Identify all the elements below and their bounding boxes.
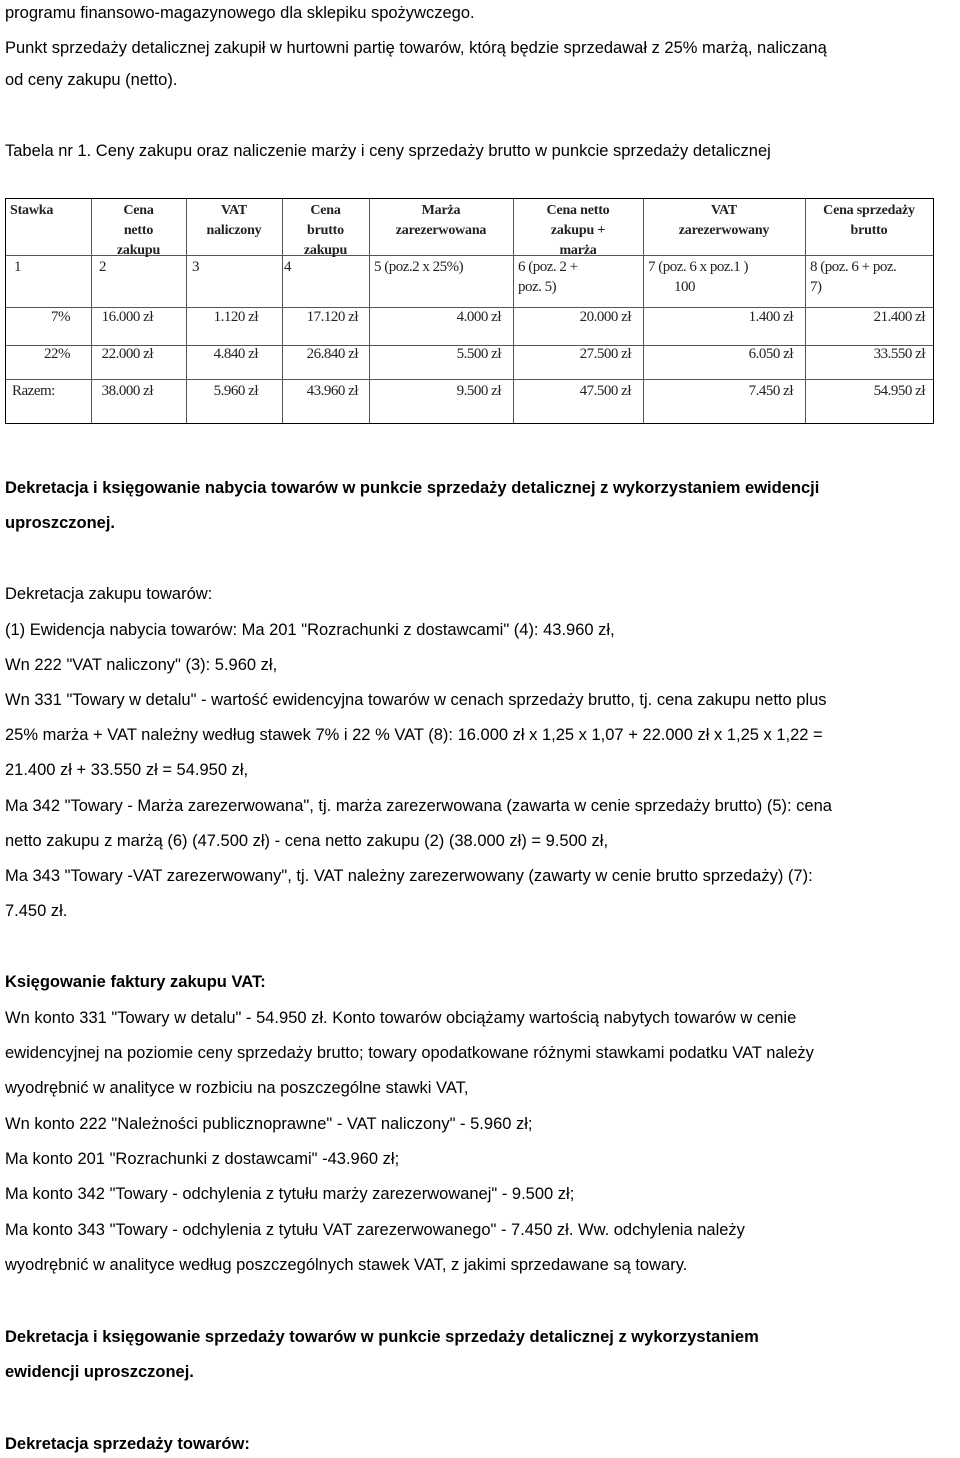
table-cell: 54.950 zł bbox=[873, 383, 925, 399]
table-header-cena-sprzedazy: Cena sprzedaży brutto bbox=[823, 203, 915, 238]
table-cell: 5.500 zł bbox=[456, 346, 501, 362]
text-line: Wn konto 331 "Towary w detalu" - 54.950 zł. Konto towarów obciążamy wartością nabytych towarów w cenie bbox=[5, 1009, 797, 1027]
table-cell: 4.840 zł bbox=[213, 346, 258, 362]
table-cell: 43.960 zł bbox=[306, 383, 358, 399]
text-line: Ma konto 201 "Rozrachunki z dostawcami" -43.960 zł; bbox=[5, 1150, 400, 1168]
index-cell: 7) bbox=[810, 279, 822, 295]
text-line: Ma 342 "Towary - Marża zarezerwowana", tj. marża zarezerwowana (zawarta w cenie sprzedaży brutto) (5): cena bbox=[5, 797, 832, 815]
section-heading-1: Dekretacja i księgowanie nabycia towarów w punkcie sprzedaży detalicznej z wykorzystaniem ewidencji bbox=[5, 479, 820, 497]
table-header-cena-brutto: Cena brutto zakupu bbox=[303, 203, 348, 258]
index-cell: 3 bbox=[192, 259, 199, 275]
index-cell: 7 (poz. 6 x poz.1 ) bbox=[648, 259, 749, 275]
table-cell: 7.450 zł bbox=[748, 383, 793, 399]
table-cell: 33.550 zł bbox=[873, 346, 925, 362]
index-cell: 1 bbox=[14, 259, 21, 275]
table-cell: 21.400 zł bbox=[873, 309, 925, 325]
intro-line-1: programu finansowo-magazynowego dla sklepiku spożywczego. bbox=[5, 4, 475, 22]
intro-line-2: Punkt sprzedaży detalicznej zakupił w hurtowni partię towarów, którą będzie sprzedawał z 25% marżą, naliczaną bbox=[5, 39, 827, 57]
text-line: wyodrębnić w analityce w rozbiciu na poszczególne stawki VAT, bbox=[5, 1079, 469, 1097]
table-caption: Tabela nr 1. Ceny zakupu oraz naliczenie marży i ceny sprzedaży brutto w punkcie sprzedaży detalicznej bbox=[5, 142, 771, 160]
table-cell: 9.500 zł bbox=[456, 383, 501, 399]
table-cell: 20.000 zł bbox=[579, 309, 631, 325]
section-heading-3-cont: ewidencji uproszczonej. bbox=[5, 1363, 194, 1381]
text-line: Ma 343 "Towary -VAT zarezerwowany", tj. VAT należny zarezerwowany (zawarty w cenie brutto sprzedaży) (7): bbox=[5, 867, 813, 885]
index-cell: 2 bbox=[99, 259, 106, 275]
table-cell: 47.500 zł bbox=[579, 383, 631, 399]
text-line: (1) Ewidencja nabycia towarów: Ma 201 "Rozrachunki z dostawcami" (4): 43.960 zł, bbox=[5, 621, 615, 639]
index-cell: poz. 5) bbox=[518, 279, 557, 295]
table-header-stawka: Stawka bbox=[10, 203, 54, 218]
table-cell: 17.120 zł bbox=[306, 309, 358, 325]
table-cell: 26.840 zł bbox=[306, 346, 358, 362]
text-line: 25% marża + VAT należny według stawek 7% i 22 % VAT (8): 16.000 zł x 1,25 x 1,07 + 22.000 zł x 1,25 x 1,22 = bbox=[5, 726, 823, 744]
index-cell: 8 (poz. 6 + poz. bbox=[810, 259, 897, 275]
price-table bbox=[5, 198, 934, 424]
table-cell: 38.000 zł bbox=[101, 383, 153, 399]
table-cell: 1.400 zł bbox=[748, 309, 793, 325]
subheading-purchase: Dekretacja zakupu towarów: bbox=[5, 585, 213, 603]
rate-cell: 22% bbox=[44, 346, 70, 362]
table-header-vat-zarezerwowany: VAT zarezerwowany bbox=[678, 203, 770, 238]
table-cell: 27.500 zł bbox=[579, 346, 631, 362]
section-heading-1-cont: uproszczonej. bbox=[5, 514, 116, 532]
table-header-vat-naliczony: VAT naliczony bbox=[206, 203, 262, 238]
rate-cell: 7% bbox=[51, 309, 70, 325]
section-heading-2: Księgowanie faktury zakupu VAT: bbox=[5, 973, 266, 991]
text-line: 7.450 zł. bbox=[5, 902, 68, 920]
table-cell: 1.120 zł bbox=[213, 309, 258, 325]
text-line: Ma konto 342 "Towary - odchylenia z tytułu marży zarezerwowanej" - 9.500 zł; bbox=[5, 1185, 575, 1203]
text-line: Wn 331 "Towary w detalu" - wartość ewidencyjna towarów w cenach sprzedaży brutto, tj. cena zakupu netto plus bbox=[5, 691, 827, 709]
text-line: Ma konto 343 "Towary - odchylenia z tytułu VAT zarezerwowanego" - 7.450 zł. Ww. odchylenia należy bbox=[5, 1221, 745, 1239]
table-cell: 6.050 zł bbox=[748, 346, 793, 362]
table-cell: 16.000 zł bbox=[101, 309, 153, 325]
index-cell: 4 bbox=[284, 259, 291, 275]
text-line: Wn 222 "VAT naliczony" (3): 5.960 zł, bbox=[5, 656, 278, 674]
table-cell: 5.960 zł bbox=[213, 383, 258, 399]
table-header-cena-netto: Cena netto zakupu bbox=[116, 203, 161, 258]
text-line: netto zakupu z marżą (6) (47.500 zł) - cena netto zakupu (2) (38.000 zł) = 9.500 zł, bbox=[5, 832, 609, 850]
index-cell: 5 (poz.2 x 25%) bbox=[374, 259, 464, 275]
text-line: wyodrębnić w analityce według poszczególnych stawek VAT, z jakimi sprzedawane są towary. bbox=[5, 1256, 688, 1274]
table-cell: 4.000 zł bbox=[456, 309, 501, 325]
table-cell: 22.000 zł bbox=[101, 346, 153, 362]
intro-line-3: od ceny zakupu (netto). bbox=[5, 71, 178, 89]
text-line: 21.400 zł + 33.550 zł = 54.950 zł, bbox=[5, 761, 249, 779]
section-heading-3: Dekretacja i księgowanie sprzedaży towarów w punkcie sprzedaży detalicznej z wykorzystaniem bbox=[5, 1328, 759, 1346]
total-label: Razem: bbox=[12, 383, 55, 399]
index-cell: 6 (poz. 2 + bbox=[518, 259, 578, 275]
table-header-marza: Marża zarezerwowana bbox=[395, 203, 487, 238]
subheading-sale: Dekretacja sprzedaży towarów: bbox=[5, 1435, 250, 1453]
index-cell: 100 bbox=[674, 279, 695, 295]
text-line: Wn konto 222 "Należności publicznoprawne" - VAT naliczony" - 5.960 zł; bbox=[5, 1115, 533, 1133]
text-line: ewidencyjnej na poziomie ceny sprzedaży brutto; towary opodatkowane różnymi stawkami podatku VAT należy bbox=[5, 1044, 814, 1062]
table-header-cena-netto-marza: Cena netto zakupu + marża bbox=[546, 203, 610, 258]
